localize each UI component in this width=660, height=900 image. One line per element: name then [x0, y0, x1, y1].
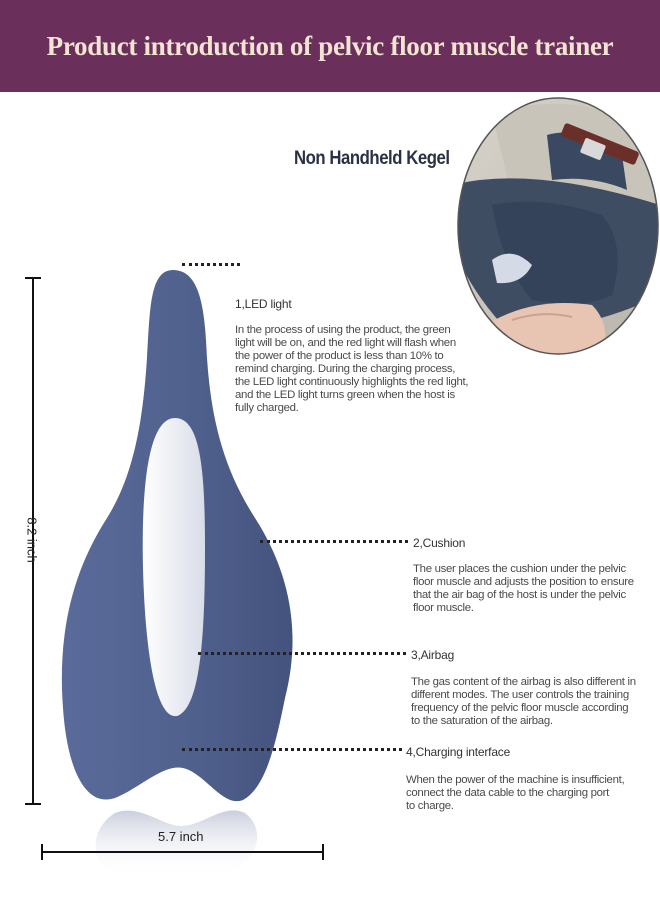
feature-airbag-title: 3,Airbag: [411, 648, 455, 662]
product-subtitle: Non Handheld Kegel: [294, 148, 450, 169]
charging-leader-line: [182, 748, 402, 751]
header-banner: [0, 0, 660, 92]
feature-airbag-description: The gas content of the airbag is also different in different modes. The user controls the training frequency of the pelvic floor muscle according to the saturation of the airbag.: [411, 676, 636, 727]
led-leader-line: [182, 263, 240, 266]
feature-charging-title: 4,Charging interface: [406, 745, 511, 759]
cushion-leader-line: [260, 540, 408, 543]
feature-cushion-description: The user places the cushion under the pelvic floor muscle and adjusts the position to ensure that the air bag of the host is under the pelvic floor muscle.: [413, 563, 634, 614]
feature-led-description: In the process of using the product, the green light will be on, and the red light will flash when the power of the product is less than 10% to remind charging. During the charging process, the LED light continuously highlights the red light, and the LED light turns green when the host is fully charged.: [235, 324, 469, 414]
feature-led-title: 1,LED light: [235, 297, 292, 311]
feature-cushion-title: 2,Cushion: [413, 536, 466, 550]
airbag-leader-line: [198, 652, 406, 655]
height-label: 8.2 inch: [24, 517, 40, 563]
width-dimension-line: [40, 842, 325, 862]
width-label: 5.7 inch: [158, 829, 204, 844]
feature-charging-description: When the power of the machine is insufficient, connect the data cable to the charging port to charge.: [406, 774, 625, 812]
page-title: Product introduction of pelvic floor muscle trainer: [46, 30, 614, 61]
usage-photo: [452, 95, 660, 357]
